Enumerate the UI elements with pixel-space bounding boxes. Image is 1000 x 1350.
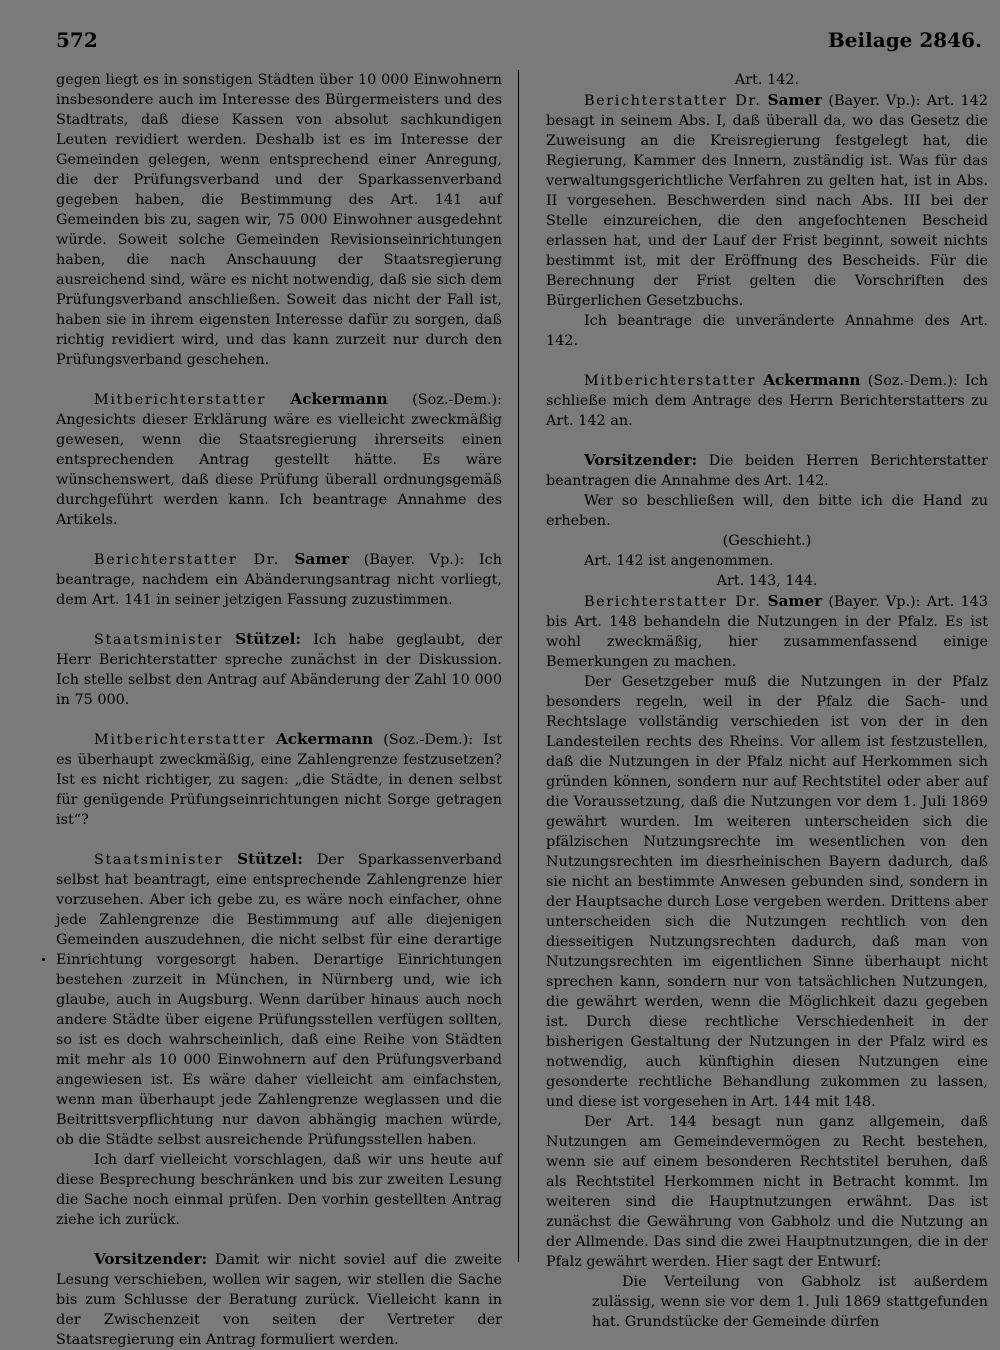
paragraph: Wer so beschließen will, den bitte ich die Hand zu erheben. xyxy=(546,493,988,529)
speech-paragraph xyxy=(56,629,502,710)
right-column xyxy=(546,70,988,1332)
speech-paragraph xyxy=(56,1249,502,1350)
speech-paragraph xyxy=(56,549,502,610)
margin-mark xyxy=(42,958,45,961)
speaker-role: Mitberichterstatter xyxy=(94,392,266,408)
paragraph: Ich darf vielleicht vorschlagen, daß wir uns heute auf diese Besprechung beschränken und bis zur zweiten Lesung die Sache noch einmal prüfen. Den vorhin gestellten Antrag ziehe ich zurück. xyxy=(56,1152,502,1228)
speaker-role: Mitberichterstatter xyxy=(94,732,266,748)
speech-text: (Soz.-Dem.): Ist es überhaupt zweckmäßig, eine Zahlengrenze festzusetzen? Ist es nicht richtiger, zu sagen: „die Städte, in denen selbst für genügende Prüfungseinrichtungen nicht Sorge getragen ist“? xyxy=(56,732,502,828)
speech-paragraph xyxy=(546,591,988,672)
speaker-name: Ackermann xyxy=(275,730,374,748)
speaker-role: Berichterstatter Dr. xyxy=(584,93,762,109)
paragraph: Ich beantrage die unveränderte Annahme des Art. 142. xyxy=(546,313,988,349)
speaker-name: Ackermann xyxy=(763,371,861,389)
speech-paragraph xyxy=(546,370,988,431)
speech-text: (Bayer. Vp.): Ich beantrage, nachdem ein Abänderungsantrag nicht vorliegt, dem Art. 141 in seiner jetzigen Fassung zuzustimmen. xyxy=(56,552,502,608)
speech-text: (Soz.-Dem.): Angesichts dieser Erklärung wäre es vielleicht zweckmäßig gewesen, wenn die Staatsregierung ihrerseits einen entsprechenden Antrag gestellt hätte. Es wäre wünschenswert, daß diese Prüfung überall ordnungsgemäß durchgeführt werden kann. Ich beantrage Annahme des Artikels. xyxy=(56,392,502,528)
column-divider xyxy=(518,70,519,1262)
speaker-role: Berichterstatter Dr. xyxy=(94,552,280,568)
speaker-name: Samer xyxy=(294,550,350,568)
stage-direction: (Geschieht.) xyxy=(722,533,812,549)
speaker-name: Vorsitzender: xyxy=(94,1250,208,1268)
speaker-role: Mitberichterstatter xyxy=(584,373,756,389)
speech-text: (Bayer. Vp.): Art. 143 bis Art. 148 behandeln die Nutzungen in der Pfalz. Es ist wohl zweckmäßig, hier zusammenfassend einige Bemerkungen zu machen. xyxy=(546,594,988,670)
speech-paragraph xyxy=(56,729,502,830)
article-heading: Art. 143, 144. xyxy=(716,573,818,589)
speech-paragraph xyxy=(56,389,502,530)
speech-text: Damit wir nicht soviel auf die zweite Lesung verschieben, wollen wir sagen, wir stellen die Sache bis zum Schlusse der Beratung zurück. Vielleicht kann in der Zwischenzeit von seiten der Vertreter der Staatsregierung ein Antrag formuliert werden. xyxy=(56,1252,502,1348)
speech-text: (Soz.-Dem.): Ich schließe mich dem Antrage des Herrn Berichterstatters zu Art. 142 an. xyxy=(546,373,988,429)
paragraph: Der Art. 144 besagt nun ganz allgemein, daß Nutzungen am Gemeindevermögen zu Recht bestehen, wenn sie auf einem besonderen Rechtstitel beruhen, daß als Rechtstitel Herkommen nicht in Betracht kommt. Im weiteren sind die Hauptnutzungen erwähnt. Das ist zunächst die Gewährung von Gabholz und die Nutzung an der Allmende. Das sind die zwei Hauptnutzungen, die in der Pfalz gewährt werden. Hier sagt der Entwurf: xyxy=(546,1114,988,1270)
left-column xyxy=(56,70,502,1350)
speaker-role: Berichterstatter Dr. xyxy=(584,594,762,610)
paragraph: gegen liegt es in sonstigen Städten über 10 000 Einwohnern insbesondere auch im Interesse des Bürgermeisters und des Stadtrats, daß diese Kassen von absolut sachkundigen Leuten revidiert werden. Deshalb ist es im Interesse der Gemeinden gelegen, wenn entsprechend einer Anregung, die der Prüfungsverband und der Sparkassenverband gegeben haben, die Bestimmung des Art. 141 auf Gemeinden bis zu, sagen wir, 75 000 Einwohner ausgedehnt würde. Soweit solche Gemeinden Revisionseinrichtungen haben, die nach Anschauung der Staatsregierung ausreichend sind, wäre es nicht notwendig, daß sie sich dem Prüfungsverband anschließen. Soweit das nicht der Fall ist, haben sie in ihrem eigensten Interesse dafür zu sorgen, daß richtig revidiert wird, und das kann zurzeit nur durch den Prüfungsverband geschehen. xyxy=(56,72,502,368)
speech-text: (Bayer. Vp.): Art. 142 besagt in seinem Abs. I, daß überall da, wo das Gesetz die Zuweisung an die Kreisregierung festgelegt hat, die Regierung, Kammer des Innern, zuständig ist. Was für das verwaltungsgerichtliche Verfahren zu gelten hat, ist in Abs. II vorgesehen. Beschwerden sind nach Abs. III bei der Stelle einzureichen, die den angefochtenen Bescheid erlassen hat, und der Lauf der Frist beginnt, soweit nichts bestimmt ist, mit der Eröffnung des Bescheids. Für die Berechnung der Frist gelten die Vorschriften des Bürgerlichen Gesetzbuchs. xyxy=(546,93,988,309)
speech-paragraph xyxy=(546,450,988,491)
paragraph: Der Gesetzgeber muß die Nutzungen in der Pfalz besonders regeln, weil in der Pfalz die Sach- und Rechtslage vollständig verschieden ist von der in den Landesteilen rechts des Rheins. Vor allem ist festzustellen, daß die Nutzungen in der Pfalz nicht auf Herkommen sich gründen können, sondern nur auf Rechtstitel oder aber auf die Voraussetzung, daß die Nutzungen vor dem 1. Juli 1869 gewährt wurden. Im weiteren unterscheiden sich die pfälzischen Nutzungsrechte im wesentlichen von den Nutzungsrechten im diesrheinischen Bayern dadurch, daß sie nicht an bestimmte Anwesen gebunden sind, sondern in der Hauptsache durch Lose vergeben werden. Drittens aber unterscheiden sich die Nutzungen rechtlich von den diesseitigen Nutzungsrechten dadurch, daß man von Nutzungsrechten im eigentlichen Sinne überhaupt nicht sprechen kann, sondern nur von tatsächlichen Nutzungen, die gewährt werden, wenn die Möglichkeit dazu gegeben ist. Durch diese rechtliche Verschiedenheit in der bisherigen Gestaltung der Nutzungen in der Pfalz wird es notwendig, auch künftighin diesen Nutzungen eine gesonderte rechtliche Behandlung zukommen zu lassen, und diese ist vorgesehen in Art. 144 mit 148. xyxy=(546,674,988,1110)
speech-paragraph xyxy=(56,849,502,1150)
speech-text: Die beiden Herren Berichterstatter beantragen die Annahme des Art. 142. xyxy=(546,453,988,489)
speaker-name: Stützel: xyxy=(235,630,301,648)
speaker-name: Vorsitzender: xyxy=(584,451,698,469)
paragraph: Art. 142 ist angenommen. xyxy=(584,553,774,569)
page-header xyxy=(56,28,982,56)
speech-text: Ich habe geglaubt, der Herr Berichterstatter spreche zunächst in der Diskussion. Ich stelle selbst den Antrag auf Abänderung der Zahl 10 000 in 75 000. xyxy=(56,632,502,708)
speaker-role: Staatsminister xyxy=(94,632,224,648)
speech-paragraph xyxy=(546,90,988,311)
page-title: Beilage 2846. xyxy=(827,28,982,52)
speaker-name: Stützel: xyxy=(237,850,303,868)
page-number: 572 xyxy=(56,28,98,52)
article-heading: Art. 142. xyxy=(734,72,800,88)
speaker-name: Samer xyxy=(767,592,823,610)
speech-text: Der Sparkassenverband selbst hat beantragt, eine entsprechende Zahlengrenze hier vorzusehen. Aber ich gebe zu, es wäre noch einfacher, ohne jede Zahlengrenze die Bestimmung auf alle diejenigen Gemeinden auszudehnen, die nicht selbst für eine derartige Einrichtung vorgesorgt haben. Derartige Einrichtungen bestehen zurzeit in München, in Nürnberg und, wie ich glaube, auch in Augsburg. Wenn darüber hinaus auch noch andere Städte über eigene Prüfungsstellen verfügen sollten, so ist es doch wahrscheinlich, daß eine Reihe von Städten mit mehr als 10 000 Einwohnern auf den Prüfungsverband angewiesen ist. Es wäre daher vielleicht am einfachsten, wenn man überhaupt jede Zahlengrenze weglassen und die Beitrittsverpflichtung nur davon abhängig machen würde, ob die Städte selbst ausreichende Prüfungsstellen haben. xyxy=(56,852,503,1148)
quoted-text: Die Verteilung von Gabholz ist außerdem zulässig, wenn sie vor dem 1. Juli 1869 stattgefunden hat. Grundstücke der Gemeinde dürfen xyxy=(592,1274,988,1330)
speaker-name: Samer xyxy=(767,91,823,109)
speaker-name: Ackermann xyxy=(290,390,388,408)
speaker-role: Staatsminister xyxy=(94,852,224,868)
